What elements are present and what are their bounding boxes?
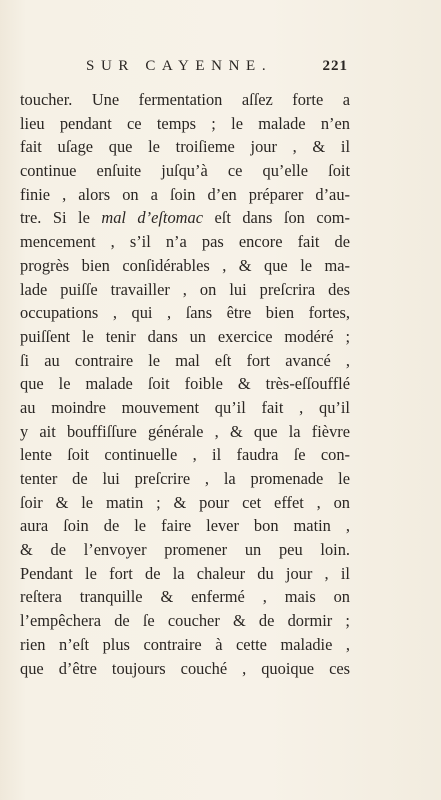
text-line: lente ſoit continuelle , il faudra ſe con- bbox=[20, 445, 350, 465]
text-fragment: eſt dans ſon com- bbox=[214, 208, 350, 228]
page-header bbox=[86, 58, 348, 82]
text-line: ſi au contraire le mal eſt fort avancé , bbox=[20, 350, 350, 370]
text-line: continue enſuite juſqu’à ce qu’elle ſoit bbox=[20, 161, 350, 181]
text-line: lieu pendant ce temps ; le malade n’en bbox=[20, 113, 350, 133]
text-line: & de l’envoyer promener un peu loin. bbox=[20, 540, 350, 560]
text-line: mencement , s’il n’a pas encore fait de bbox=[20, 232, 350, 252]
body-text bbox=[20, 88, 350, 680]
text-line: que le malade ſoit foible & très-eſſoufflé bbox=[20, 374, 350, 394]
text-line: y ait bouffiſſure générale , & que la fièvre bbox=[20, 421, 350, 441]
text-line: aura ſoin de le faire lever bon matin , bbox=[20, 516, 350, 536]
page-number: 221 bbox=[322, 58, 348, 74]
text-line: Pendant le fort de la chaleur du jour , il bbox=[20, 563, 350, 583]
text-line: fait uſage que le troiſieme jour , & il bbox=[20, 137, 350, 157]
text-line: finie , alors on a ſoin d’en préparer d’au- bbox=[20, 184, 350, 204]
text-line: toucher. Une fermentation aſſez forte a bbox=[20, 90, 350, 109]
text-line: l’empêchera de ſe coucher & de dormir ; bbox=[20, 611, 350, 631]
text-line-with-italic bbox=[20, 206, 350, 230]
text-fragment: tre. Si le bbox=[20, 208, 90, 228]
text-line: ſoir & le matin ; & pour cet effet , on bbox=[20, 492, 350, 512]
text-line: au moindre mouvement qu’il fait , qu’il bbox=[20, 397, 350, 417]
text-line: reſtera tranquille & enfermé , mais on bbox=[20, 587, 350, 607]
text-line: que d’être toujours couché , quoique ces bbox=[20, 658, 350, 678]
text-line: rien n’eſt plus contraire à cette maladie , bbox=[20, 634, 350, 654]
text-line: occupations , qui , ſans être bien fortes, bbox=[20, 303, 350, 323]
text-line: lade puiſſe travailler , on lui preſcrira des bbox=[20, 279, 350, 299]
text-line: tenter de lui preſcrire , la promenade le bbox=[20, 469, 350, 488]
text-line: progrès bien conſidérables , & que le ma- bbox=[20, 255, 350, 275]
italic-term: mal d’eſtomac bbox=[101, 208, 203, 228]
running-head: SUR CAYENNE. bbox=[86, 58, 273, 74]
text-line: puiſſent le tenir dans un exercice modéré ; bbox=[20, 326, 350, 346]
